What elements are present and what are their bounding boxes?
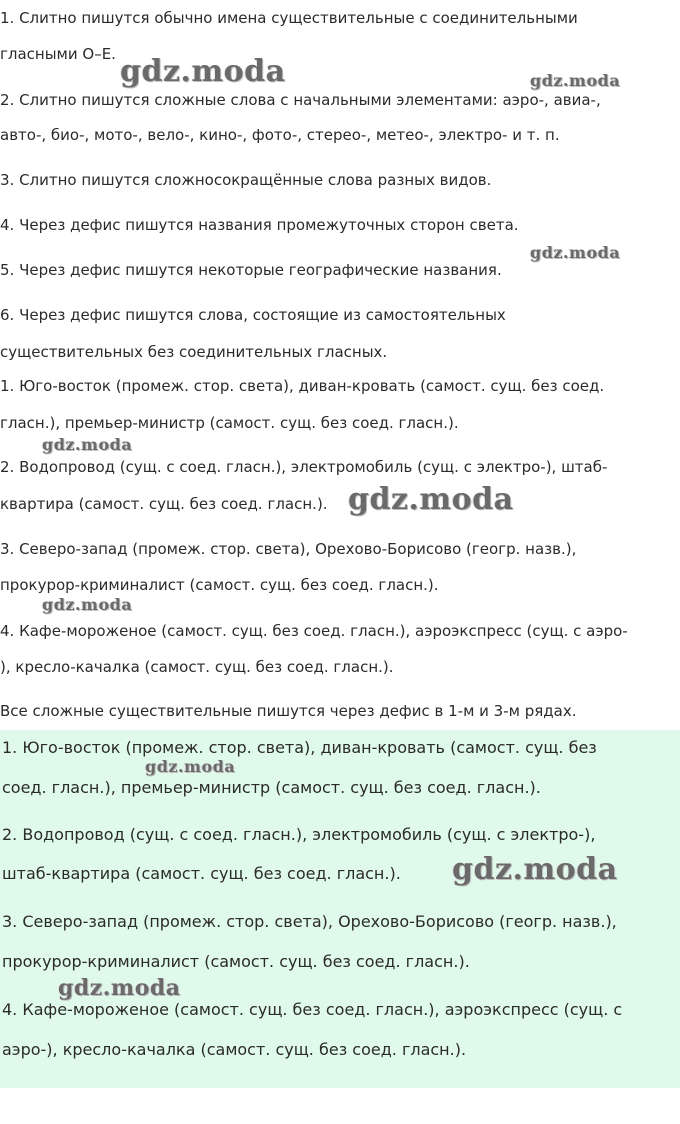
theory-line: 3. Слитно пишутся сложносокращённые слова разных видов. xyxy=(0,171,492,189)
theory-line: 2. Слитно пишутся сложные слова с начальными элементами: аэро-, авиа-, xyxy=(0,91,601,109)
watermark: gdz.moda xyxy=(530,71,621,90)
answer-box xyxy=(0,730,680,1088)
conclusion-text: Все сложные существительные пишутся через дефис в 1-м и 3-м рядах. xyxy=(0,702,577,720)
watermark: gdz.moda xyxy=(42,435,133,454)
row-line: квартира (самост. сущ. без соед. гласн.). xyxy=(0,495,328,513)
theory-line: существительных без соединительных гласных. xyxy=(0,343,388,361)
row-line: гласн.), премьер-министр (самост. сущ. без соед. гласн.). xyxy=(0,414,459,432)
row-line: прокурор-криминалист (самост. сущ. без соед. гласн.). xyxy=(0,576,439,594)
theory-line: 1. Слитно пишутся обычно имена существительные с соединительными xyxy=(0,9,578,27)
watermark: gdz.moda xyxy=(348,482,514,517)
answer-line: прокурор-криминалист (самост. сущ. без соед. гласн.). xyxy=(2,952,470,971)
theory-line: авто-, био-, мото-, вело-, кино-, фото-, стерео-, метео-, электро- и т. п. xyxy=(0,126,560,144)
answer-line: аэро-), кресло-качалка (самост. сущ. без соед. гласн.). xyxy=(2,1040,467,1059)
row-line: ), кресло-качалка (самост. сущ. без соед. гласн.). xyxy=(0,658,394,676)
row-line: 4. Кафе-мороженое (самост. сущ. без соед. гласн.), аэроэкспресс (сущ. с аэро- xyxy=(0,622,628,640)
watermark: gdz.moda xyxy=(145,757,236,776)
answer-line: 2. Водопровод (сущ. с соед. гласн.), электромобиль (сущ. с электро-), xyxy=(2,825,596,844)
row-line: 1. Юго-восток (промеж. стор. света), диван-кровать (самост. сущ. без соед. xyxy=(0,377,605,395)
row-line: 3. Северо-запад (промеж. стор. света), Орехово-Борисово (геогр. назв.), xyxy=(0,540,577,558)
watermark: gdz.moda xyxy=(452,852,618,887)
watermark: gdz.moda xyxy=(120,54,286,89)
theory-line: 6. Через дефис пишутся слова, состоящие из самостоятельных xyxy=(0,306,506,324)
answer-line: соед. гласн.), премьер-министр (самост. сущ. без соед. гласн.). xyxy=(2,778,541,797)
watermark: gdz.moda xyxy=(530,243,621,262)
answer-line: 1. Юго-восток (промеж. стор. света), диван-кровать (самост. сущ. без xyxy=(2,738,597,757)
watermark: gdz.moda xyxy=(58,975,181,1001)
theory-line: 5. Через дефис пишутся некоторые географические названия. xyxy=(0,261,502,279)
answer-line: 4. Кафе-мороженое (самост. сущ. без соед. гласн.), аэроэкспресс (сущ. с xyxy=(2,1000,623,1019)
theory-line: гласными О–Е. xyxy=(0,45,116,63)
watermark: gdz.moda xyxy=(42,595,133,614)
answer-line: штаб-квартира (самост. сущ. без соед. гласн.). xyxy=(2,864,401,883)
answer-line: 3. Северо-запад (промеж. стор. света), Орехово-Борисово (геогр. назв.), xyxy=(2,912,617,931)
theory-line: 4. Через дефис пишутся названия промежуточных сторон света. xyxy=(0,216,519,234)
row-line: 2. Водопровод (сущ. с соед. гласн.), электромобиль (сущ. с электро-), штаб- xyxy=(0,458,608,476)
